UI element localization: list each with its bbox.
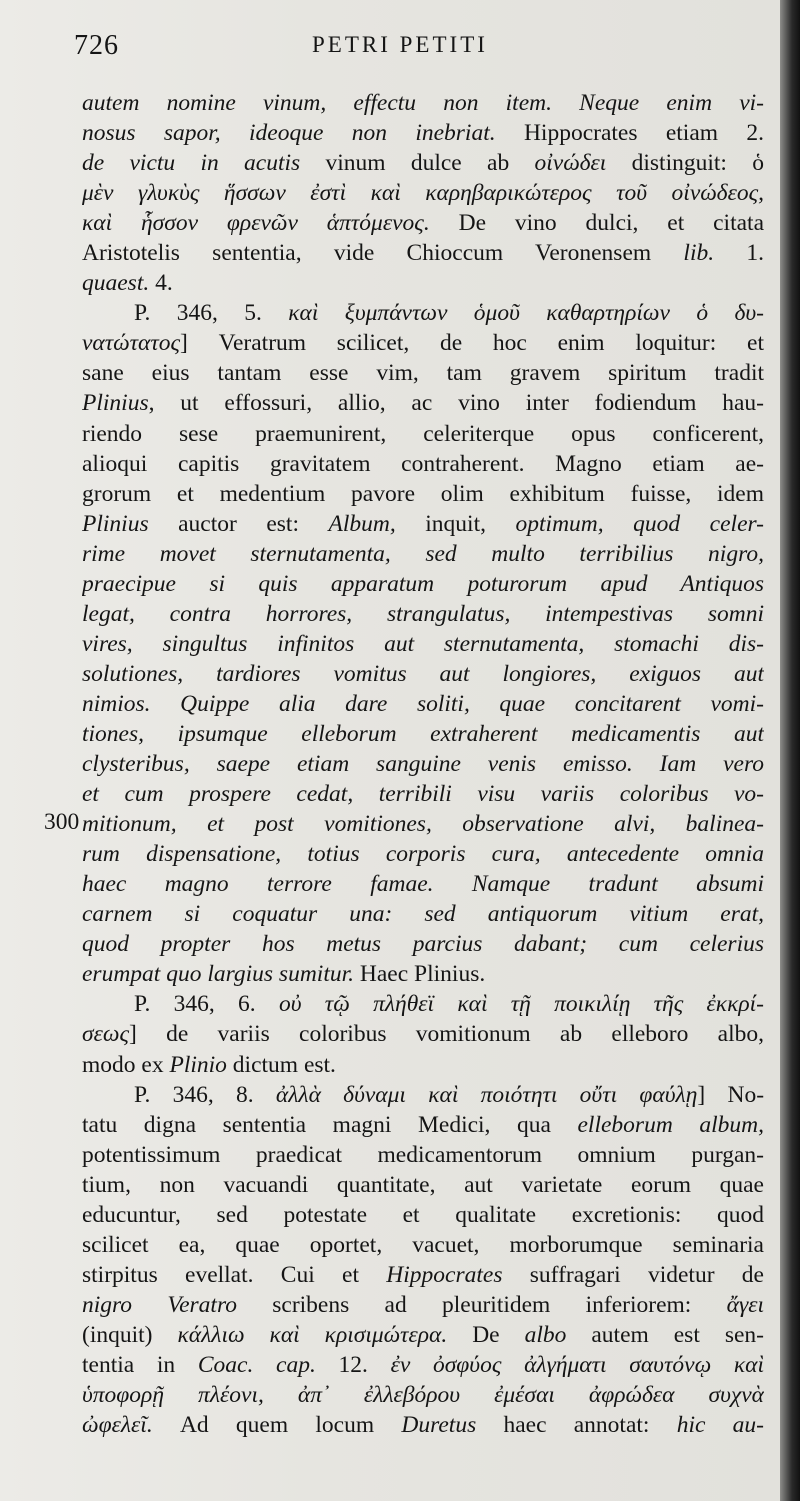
italic-text: vires, singultus infinitos aut sternutamenta, stomachi dis- [82,630,764,657]
italic-text: tiones, ipsumque elleborum extraherent medicamentis aut [82,720,764,747]
text-line [82,1290,764,1320]
roman-text: modo ex [82,1051,170,1078]
greek-text: ὠφελεῖ. [82,1412,153,1439]
italic-text: Plinius [82,390,149,417]
italic-text: rime movet sternutamenta, sed multo terribilius nigro, [82,540,764,567]
body-text [82,88,764,1440]
roman-text: riendo sese praemunirent, celeriterque opus conficerent, [82,420,764,447]
text-line [82,1380,764,1410]
italic-text: solutiones, tardiores vomitus aut longiores, exiguos aut [82,660,764,687]
text-line [82,1080,764,1110]
text-line [82,298,764,328]
italic-text: carnem si coquatur una: sed antiquorum vitium erat, [82,901,764,928]
text-line [82,178,764,208]
roman-text: stirpitus evellat. Cui et [82,1261,387,1288]
text-line [82,1140,764,1170]
text-line [82,779,764,809]
italic-text: praecipue si quis apparatum poturorum apud Antiquos [82,570,764,597]
greek-text: σεως [82,1021,129,1048]
italic-text: Hippocrates [386,1261,503,1288]
italic-text: de victu in acutis [82,150,301,177]
text-line [82,88,764,118]
roman-text: sane eius tantam esse vim, tam gravem spiritum tradit [82,360,764,387]
text-line [82,1200,764,1230]
text-line [82,929,764,959]
roman-text: auctor est: [148,510,329,537]
italic-text: nosus sapor, ideoque non inebriat. [82,120,496,147]
roman-text: alioqui capitis gravitatem contraherent. Magno etiam ae- [82,450,764,477]
text-line [82,388,764,418]
roman-text: ] No- [697,1081,764,1108]
italic-text: erumpat quo largius sumitur. [82,961,355,988]
roman-text: potentissimum praedicat medicamentorum omnium purgan- [82,1141,764,1168]
roman-text: De vino dulci, et citata [429,210,764,237]
text-line [82,358,764,388]
roman-text: P. 346, 6. [134,991,279,1018]
roman-text: inquit, [395,510,516,537]
text-line [82,208,764,238]
italic-text: optimum, quod celer- [515,510,764,537]
text-line [82,629,764,659]
italic-text: legat, contra horrores, strangulatus, intempestivas somni [82,600,764,627]
page-number: 726 [74,30,119,61]
text-line [82,1170,764,1200]
text-line [82,719,764,749]
text-line [82,268,764,298]
greek-text: κάλλιω καὶ κρισιμώτερα. [177,1321,448,1348]
text-line [82,599,764,629]
text-line [82,1410,764,1440]
italic-text: Album, [328,510,396,537]
italic-text: hic au- [676,1412,764,1439]
text-line [82,449,764,479]
running-head: PETRI PETITI [312,32,488,57]
roman-text: Hippocrates etiam 2. [495,120,764,147]
greek-text: νατώτατος [82,330,181,357]
roman-text: educuntur, sed potestate et qualitate excretionis: quod [82,1201,764,1228]
italic-text: Duretus [401,1412,477,1439]
greek-text: ἄγει [726,1291,764,1318]
text-line [82,839,764,869]
italic-text: autem nomine vinum, effectu non item. [82,90,552,116]
greek-text: καὶ ξυμπάντων ὁμοῦ καθαρτηρίων ὁ δυ- [288,300,764,327]
text-line [82,1050,764,1080]
italic-text: rum dispensatione, totius corporis cura, antecedente omnia [82,841,764,868]
roman-text: ] de variis coloribus vomitionum ab elleboro albo, [128,1021,764,1048]
roman-text: Haec Plinius. [354,961,486,988]
page-edge-shadow [780,0,800,1501]
text-line [82,148,764,178]
roman-text: Ad quem locum [152,1412,402,1439]
greek-text: οἰνώδει [534,150,607,177]
italic-text: quaest. [82,270,150,297]
italic-text: nimios. Quippe alia dare soliti, quae concitarent vomi- [82,690,764,717]
roman-text: grorum et medentium pavore olim exhibitum fuisse, idem [82,480,764,507]
roman-text: tatu digna sententia magni Medici, qua [82,1111,578,1138]
italic-text: Coac. cap. [197,1351,316,1378]
greek-text: ἀλλὰ δύναμι καὶ ποιότητι οὔτι φαύλῃ [275,1081,698,1108]
text-line [82,1350,764,1380]
roman-text: dictum est. [226,1051,336,1078]
text-line [82,1110,764,1140]
roman-text [552,90,579,116]
greek-text: ἐν ὀσφύος ἀλγήματι σαυτόνῳ καὶ [390,1351,764,1378]
italic-text: Plinio [169,1051,227,1078]
text-line [82,689,764,719]
italic-text: elleborum album, [577,1111,764,1138]
greek-text: οὐ τῷ πλήθεϊ καὶ τῇ ποικιλίῃ τῆς ἐκκρί- [278,991,764,1018]
italic-text: et cum prospere cedat, terribili visu variis coloribus vo- [82,781,764,808]
text-line [82,509,764,539]
text-line [82,959,764,989]
roman-text: 1. [714,240,764,267]
roman-text: 4. [149,270,173,297]
roman-text: tium, non vacuandi quantitate, aut varietate eorum quae [82,1171,764,1198]
roman-text: scribens ad pleuritidem inferiorem: [236,1291,727,1318]
text-line [82,899,764,929]
roman-text: distinguit: ὁ [606,150,764,177]
text-line [82,659,764,689]
italic-text: Neque enim vi- [579,90,764,116]
roman-text: De [447,1321,525,1348]
greek-text: καὶ ἧσσον φρενῶν ἁπτόμενος. [82,210,430,237]
italic-text: mitionum, et post vomitiones, observatione alvi, balinea- [82,811,764,838]
roman-text: suffragari videtur de [502,1261,764,1288]
text-line [82,479,764,509]
text-line [82,238,764,268]
italic-text: albo [524,1321,567,1348]
roman-text: vinum dulce ab [300,150,535,177]
text-line [82,118,764,148]
text-line [82,1019,764,1049]
roman-text: P. 346, 8. [134,1081,276,1108]
italic-text: haec magno terrore famae. Namque tradunt absumi [82,871,764,898]
roman-text: , ut effossuri, allio, ac vino inter fodiendum hau- [148,390,764,417]
margin-line-number: 300 [44,809,80,836]
italic-text: lib. [683,240,715,267]
text-line [82,1230,764,1260]
text-line [82,809,764,839]
italic-text: Plinius [82,510,149,537]
text-line [82,539,764,569]
text-line [82,328,764,358]
text-line [82,569,764,599]
greek-text: ὑποφορῇ πλέονι, ἀπ᾿ ἐλλεβόρου ἐμέσαι ἀφρώδεα συχνὰ [82,1382,764,1409]
text-line [82,869,764,899]
roman-text: (inquit) [82,1321,178,1348]
roman-text: P. 346, 5. [134,300,289,327]
roman-text: Aristotelis sententia, vide Chioccum Veronensem [82,240,684,267]
page-header [0,28,780,68]
greek-text: μὲν γλυκὺς ἥσσων ἐστὶ καὶ καρηβαρικώτερος τοῦ οἰνώδεος, [82,180,764,207]
text-line [82,419,764,449]
text-line [82,989,764,1019]
roman-text: autem est sen- [566,1321,764,1348]
text-line [82,1320,764,1350]
italic-text: clysteribus, saepe etiam sanguine venis emisso. Iam vero [82,751,764,778]
roman-text: scilicet ea, quae oportet, vacuet, morborumque seminaria [82,1231,764,1258]
roman-text: haec annotat: [476,1412,677,1439]
italic-text: nigro Veratro [82,1291,237,1318]
roman-text: tentia in [82,1351,198,1378]
italic-text: quod propter hos metus parcius dabant; cum celerius [82,931,764,958]
roman-text: ] Veratrum scilicet, de hoc enim loquitur: et [180,330,764,357]
text-line [82,749,764,779]
text-line [82,1260,764,1290]
roman-text: 12. [315,1351,391,1378]
